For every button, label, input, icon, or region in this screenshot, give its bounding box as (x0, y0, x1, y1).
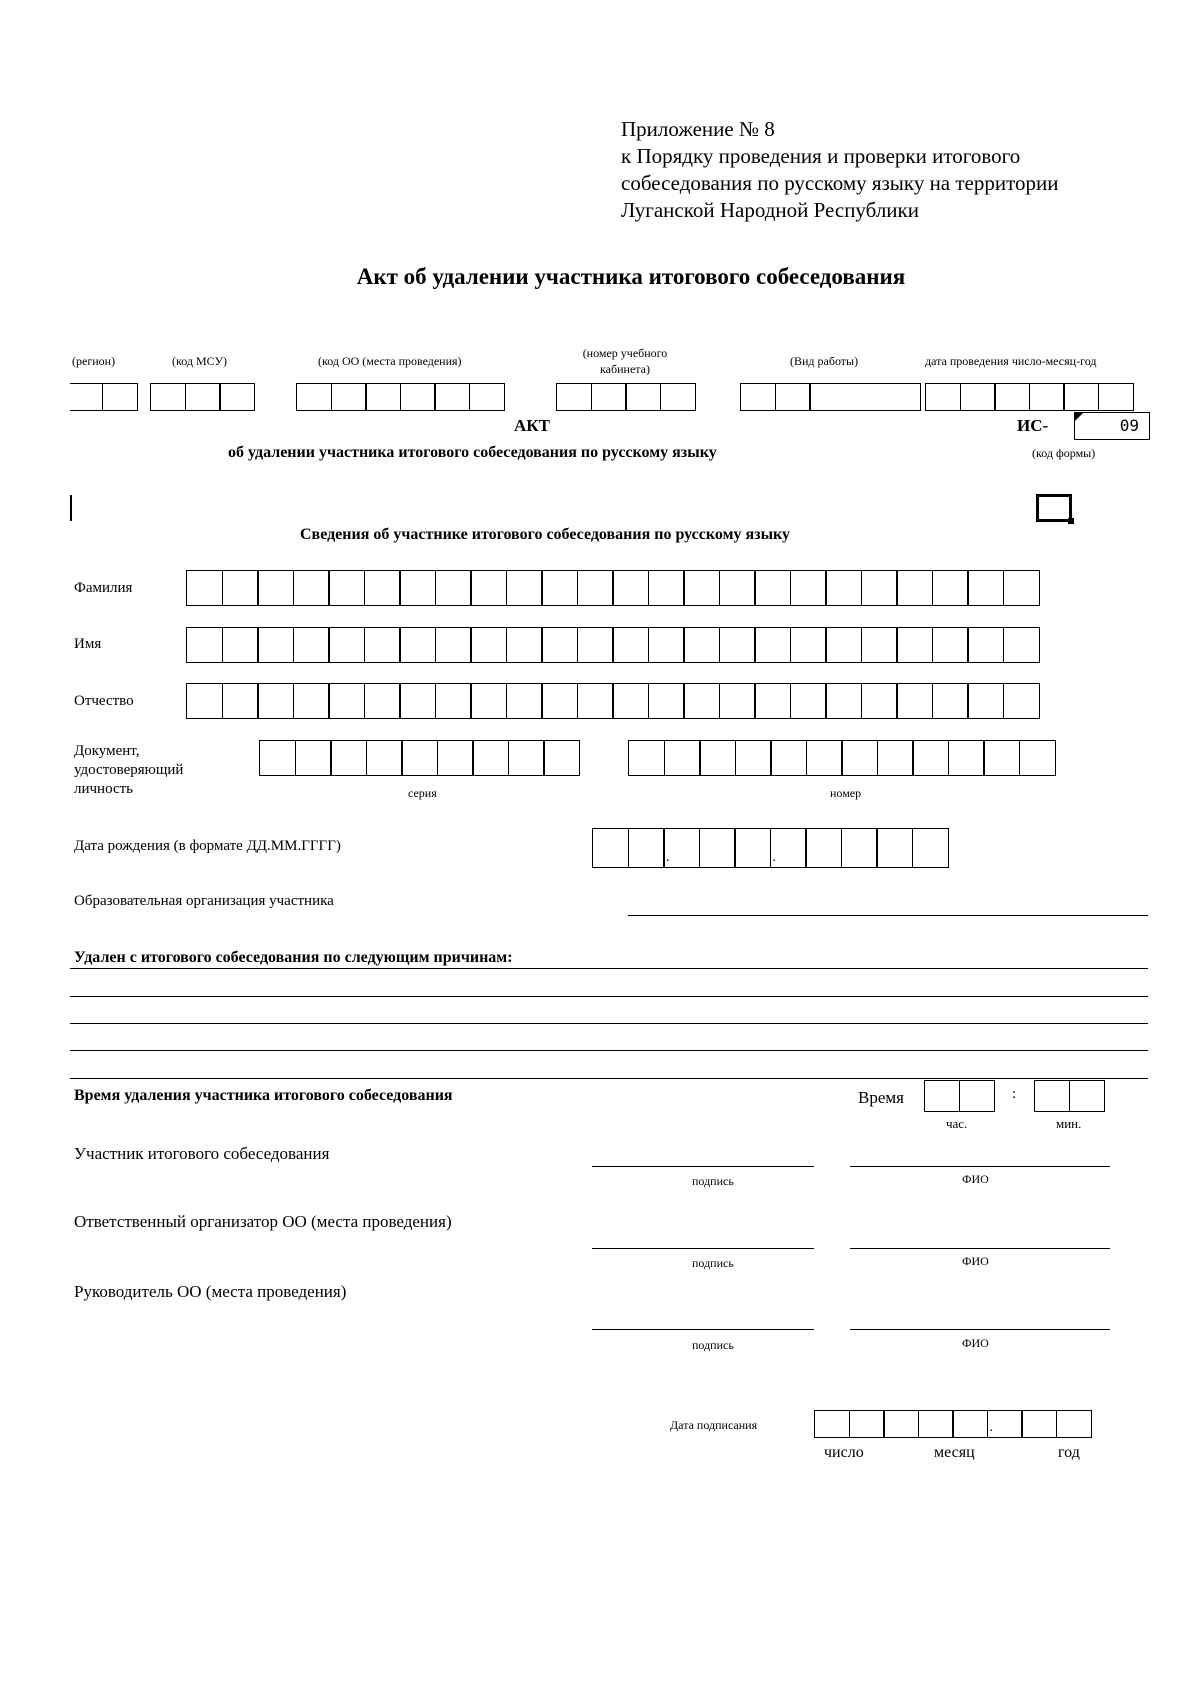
input-cell[interactable] (541, 683, 578, 719)
input-cell[interactable] (331, 383, 367, 411)
organization-input-line[interactable] (628, 915, 1148, 916)
signing-date-label: Дата подписания (670, 1418, 758, 1432)
reason-heading: Удален с итогового собеседования по следующим причинам: (74, 949, 513, 966)
input-cell[interactable] (556, 383, 592, 411)
signature-line[interactable] (592, 1329, 814, 1330)
input-cell[interactable] (185, 383, 221, 411)
day-caption: число (824, 1444, 864, 1461)
input-cell[interactable] (186, 570, 223, 606)
input-cell[interactable] (825, 570, 862, 606)
input-cell[interactable] (770, 740, 807, 776)
sign-caption: подпись (692, 1256, 734, 1270)
input-cell[interactable] (186, 627, 223, 663)
fio-line[interactable] (850, 1329, 1110, 1330)
input-cell[interactable] (1003, 627, 1040, 663)
work-type-boxes[interactable] (740, 383, 921, 411)
hours-caption: час. (946, 1116, 968, 1131)
input-cell[interactable] (257, 627, 294, 663)
input-cell[interactable] (983, 740, 1020, 776)
work-type-caption: (Вид работы) (790, 354, 859, 368)
input-cell[interactable] (809, 383, 921, 411)
input-cell[interactable] (663, 828, 700, 868)
input-cell[interactable] (365, 383, 401, 411)
patronymic-boxes[interactable] (186, 683, 1040, 719)
input-cell[interactable] (1019, 740, 1056, 776)
input-cell[interactable] (470, 683, 507, 719)
act-subtitle: об удалении участника итогового собеседования по русскому языку (228, 444, 717, 461)
appendix-line: Приложение № 8 (621, 117, 775, 141)
input-cell[interactable] (293, 570, 330, 606)
input-cell[interactable] (896, 683, 933, 719)
input-cell[interactable] (841, 828, 878, 868)
appendix-line: к Порядку проведения и проверки итогового (621, 144, 1021, 168)
input-cell[interactable] (1034, 1080, 1070, 1112)
input-cell[interactable] (222, 570, 259, 606)
input-cell[interactable] (506, 683, 543, 719)
number-caption: номер (830, 786, 862, 800)
signature-line[interactable] (592, 1248, 814, 1249)
input-cell[interactable] (328, 683, 365, 719)
input-cell[interactable] (366, 740, 403, 776)
input-cell[interactable] (876, 828, 913, 868)
input-cell[interactable] (719, 570, 756, 606)
birth-date-boxes[interactable] (592, 828, 949, 868)
input-cell[interactable] (259, 740, 296, 776)
input-cell[interactable] (1003, 570, 1040, 606)
sign-caption: подпись (692, 1338, 734, 1352)
input-cell[interactable] (612, 683, 649, 719)
alignment-marker (70, 495, 72, 521)
input-cell[interactable] (434, 383, 470, 411)
input-cell[interactable] (932, 627, 969, 663)
surname-label: Фамилия (74, 580, 133, 596)
appendix-line: собеседования по русскому языку на территории (621, 171, 1059, 195)
input-cell[interactable] (877, 740, 914, 776)
input-cell[interactable] (293, 683, 330, 719)
time-colon: : (1012, 1086, 1017, 1102)
input-cell[interactable] (364, 570, 401, 606)
name-boxes[interactable] (186, 627, 1040, 663)
input-cell[interactable] (648, 627, 685, 663)
reason-line[interactable] (70, 1023, 1148, 1024)
input-cell[interactable] (740, 383, 776, 411)
input-cell[interactable] (967, 570, 1004, 606)
input-cell[interactable] (506, 627, 543, 663)
form-code-caption: (код формы) (1032, 446, 1096, 460)
input-cell[interactable] (883, 1410, 919, 1438)
input-cell[interactable] (1056, 1410, 1092, 1438)
input-cell[interactable] (222, 627, 259, 663)
surname-boxes[interactable] (186, 570, 1040, 606)
head-sign-label: Руководитель ОО (места проведения) (74, 1282, 347, 1301)
time-heading: Время удаления участника итогового собеседования (74, 1087, 453, 1104)
input-cell[interactable] (470, 627, 507, 663)
input-cell[interactable] (683, 627, 720, 663)
date-separator: . (989, 1420, 993, 1435)
input-cell[interactable] (699, 740, 736, 776)
input-cell[interactable] (470, 570, 507, 606)
input-cell[interactable] (293, 627, 330, 663)
input-cell[interactable] (296, 383, 332, 411)
input-cell[interactable] (577, 570, 614, 606)
oo-boxes[interactable] (296, 383, 505, 411)
input-cell[interactable] (469, 383, 505, 411)
document-number-boxes[interactable] (628, 740, 1056, 776)
input-cell[interactable] (960, 383, 996, 411)
region-caption: (регион) (72, 354, 116, 368)
input-cell[interactable] (435, 570, 472, 606)
fio-line[interactable] (850, 1248, 1110, 1249)
document-title: Акт об удалении участника итогового собеседования (356, 264, 906, 289)
input-cell[interactable] (924, 1080, 960, 1112)
input-cell[interactable] (790, 627, 827, 663)
input-cell[interactable] (861, 627, 898, 663)
input-cell[interactable] (896, 570, 933, 606)
input-cell[interactable] (754, 683, 791, 719)
year-caption: год (1058, 1444, 1080, 1461)
input-cell[interactable] (612, 627, 649, 663)
fio-caption: ФИО (962, 1254, 989, 1268)
input-cell[interactable] (699, 828, 736, 868)
form-code-box: 09 (1074, 412, 1150, 440)
input-cell[interactable] (1021, 1410, 1057, 1438)
input-cell[interactable] (790, 683, 827, 719)
organizer-sign-label: Ответственный организатор ОО (места проведения) (74, 1212, 452, 1231)
input-cell[interactable] (849, 1410, 885, 1438)
organization-label: Образовательная организация участника (74, 893, 334, 909)
time-label: Время (858, 1088, 904, 1107)
input-cell[interactable] (400, 383, 436, 411)
input-cell[interactable] (754, 627, 791, 663)
document-label-line: Документ, (74, 743, 140, 759)
date-caption: дата проведения число-месяц-год (925, 354, 1097, 368)
input-cell[interactable] (660, 383, 696, 411)
input-cell[interactable] (543, 740, 580, 776)
input-cell[interactable] (150, 383, 186, 411)
input-cell[interactable] (1063, 383, 1099, 411)
msu-boxes[interactable] (150, 383, 255, 411)
input-cell[interactable] (719, 683, 756, 719)
input-cell[interactable] (912, 740, 949, 776)
input-cell[interactable] (790, 570, 827, 606)
input-cell[interactable] (399, 683, 436, 719)
document-series-boxes[interactable] (259, 740, 580, 776)
msu-caption: (код МСУ) (172, 354, 227, 368)
input-cell[interactable] (628, 740, 665, 776)
input-cell[interactable] (896, 627, 933, 663)
input-cell[interactable] (912, 828, 949, 868)
signature-line[interactable] (592, 1166, 814, 1167)
input-cell[interactable] (959, 1080, 995, 1112)
input-cell[interactable] (612, 570, 649, 606)
input-cell[interactable] (186, 683, 223, 719)
input-cell[interactable] (1098, 383, 1134, 411)
input-cell[interactable] (364, 627, 401, 663)
input-cell[interactable] (648, 683, 685, 719)
date-separator: . (666, 850, 670, 865)
input-cell[interactable] (541, 627, 578, 663)
minutes-caption: мин. (1056, 1116, 1082, 1131)
input-cell[interactable] (775, 383, 811, 411)
input-cell[interactable] (825, 683, 862, 719)
cabinet-boxes[interactable] (556, 383, 696, 411)
reason-line[interactable] (70, 996, 1148, 997)
input-cell[interactable] (967, 627, 1004, 663)
input-cell[interactable] (987, 1410, 1023, 1438)
input-cell[interactable] (506, 570, 543, 606)
input-cell[interactable] (683, 570, 720, 606)
input-cell[interactable] (1029, 383, 1065, 411)
input-cell[interactable] (508, 740, 545, 776)
cabinet-caption: (номер учебного кабинета) (582, 346, 668, 376)
date-boxes[interactable] (925, 383, 1134, 411)
document-label-line: личность (74, 781, 134, 797)
form-prefix: ИС- (1017, 416, 1049, 435)
appendix-note (621, 116, 1059, 224)
input-cell[interactable] (861, 570, 898, 606)
input-cell[interactable] (861, 683, 898, 719)
minutes-boxes[interactable] (1034, 1080, 1105, 1112)
series-caption: серия (408, 786, 437, 800)
document-label (74, 742, 183, 799)
input-cell[interactable] (664, 740, 701, 776)
input-cell[interactable] (399, 627, 436, 663)
input-cell[interactable] (932, 570, 969, 606)
input-cell[interactable] (735, 740, 772, 776)
input-cell[interactable] (70, 383, 103, 411)
patronymic-label: Отчество (74, 693, 134, 709)
input-cell[interactable] (1069, 1080, 1105, 1112)
appendix-line: Луганской Народной Республики (621, 198, 919, 222)
input-cell[interactable] (577, 627, 614, 663)
corner-marker (1074, 412, 1084, 422)
input-cell[interactable] (628, 828, 665, 868)
name-label: Имя (74, 636, 102, 652)
fio-caption: ФИО (962, 1172, 989, 1186)
input-cell[interactable] (625, 383, 661, 411)
input-cell[interactable] (330, 740, 367, 776)
input-cell[interactable] (719, 627, 756, 663)
oo-caption: (код ОО (места проведения) (318, 354, 462, 368)
input-cell[interactable] (102, 383, 138, 411)
input-cell[interactable] (257, 683, 294, 719)
reason-line[interactable] (70, 1050, 1148, 1051)
input-cell[interactable] (222, 683, 259, 719)
participant-sign-label: Участник итогового собеседования (74, 1144, 330, 1163)
input-cell[interactable] (918, 1410, 954, 1438)
participant-heading: Сведения об участнике итогового собеседования по русскому языку (300, 526, 791, 543)
act-label: АКТ (514, 416, 550, 435)
hours-boxes[interactable] (924, 1080, 995, 1112)
input-cell[interactable] (841, 740, 878, 776)
input-cell[interactable] (399, 570, 436, 606)
input-cell[interactable] (472, 740, 509, 776)
birth-date-label: Дата рождения (в формате ДД.ММ.ГГГГ) (74, 838, 341, 854)
input-cell[interactable] (770, 828, 807, 868)
fio-line[interactable] (850, 1166, 1110, 1167)
region-boxes[interactable] (70, 383, 138, 411)
input-cell[interactable] (328, 627, 365, 663)
input-cell[interactable] (952, 1410, 988, 1438)
input-cell[interactable] (948, 740, 985, 776)
input-cell[interactable] (401, 740, 438, 776)
signing-date-boxes[interactable] (814, 1410, 1092, 1438)
input-cell[interactable] (805, 828, 842, 868)
input-cell[interactable] (967, 683, 1004, 719)
sign-caption: подпись (692, 1174, 734, 1188)
input-cell[interactable] (932, 683, 969, 719)
input-cell[interactable] (754, 570, 791, 606)
input-cell[interactable] (814, 1410, 850, 1438)
month-caption: месяц (934, 1444, 975, 1461)
input-cell[interactable] (683, 683, 720, 719)
input-cell[interactable] (1003, 683, 1040, 719)
input-cell[interactable] (435, 683, 472, 719)
input-cell[interactable] (541, 570, 578, 606)
fio-caption: ФИО (962, 1336, 989, 1350)
reason-line[interactable] (70, 968, 1148, 969)
input-cell[interactable] (806, 740, 843, 776)
reason-line[interactable] (70, 1078, 1148, 1079)
input-cell[interactable] (257, 570, 294, 606)
input-cell[interactable] (435, 627, 472, 663)
document-label-line: удостоверяющий (74, 762, 184, 778)
input-cell[interactable] (734, 828, 771, 868)
date-separator: . (772, 850, 776, 865)
input-cell[interactable] (825, 627, 862, 663)
input-cell[interactable] (295, 740, 332, 776)
input-cell[interactable] (592, 828, 629, 868)
input-cell[interactable] (925, 383, 961, 411)
input-cell[interactable] (577, 683, 614, 719)
alignment-marker (1036, 494, 1072, 522)
input-cell[interactable] (437, 740, 474, 776)
input-cell[interactable] (648, 570, 685, 606)
input-cell[interactable] (328, 570, 365, 606)
input-cell[interactable] (219, 383, 255, 411)
input-cell[interactable] (591, 383, 627, 411)
input-cell[interactable] (364, 683, 401, 719)
input-cell[interactable] (994, 383, 1030, 411)
